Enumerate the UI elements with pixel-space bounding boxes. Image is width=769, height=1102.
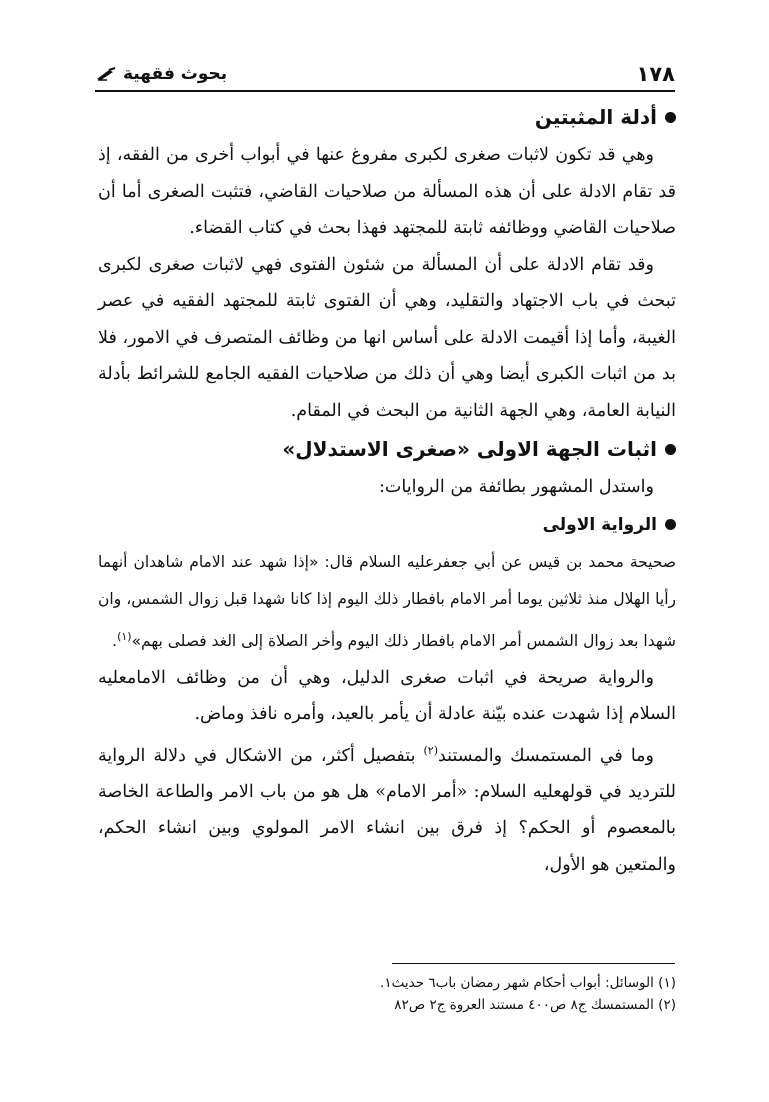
footnote-divider <box>392 963 675 964</box>
section-heading <box>98 506 676 544</box>
footnote: (٢) المستمسك ج٨ ص٤٠٠ مستند العروة ج٢ ص٨٢ <box>394 997 676 1013</box>
header-divider <box>95 90 675 92</box>
heading-text: أدلة المثبتين <box>534 105 657 129</box>
footnote-ref: (١) <box>117 629 132 643</box>
running-title-group <box>95 64 227 84</box>
paragraph: والرواية صريحة في اثبات صغرى الدليل، وهي أن من وظائف الامامعليه السلام إذا شهدت عنده بيّنة عادلة أن يأمر بالعيد، وأمره نافذ وماض. <box>98 667 676 725</box>
footnote: (١) الوسائل: أبواب أحكام شهر رمضان باب٦ حديث١. <box>380 975 676 991</box>
heading-text: الرواية الاولى <box>542 514 657 535</box>
page-number: ١٧٨ <box>636 62 675 86</box>
running-title: بحوث فقهية <box>123 64 228 84</box>
quotation-paragraph: صحيحة محمد بن قيس عن أبي جعفرعليه السلام قال: «إذا شهد عند الامام شاهدان أنهما رأيا الهلال منذ ثلاثين يوما أمر الامام بافطار ذلك اليوم إذا كانا شهدا قبل زوال الشمس، وان شهدا بعد زوال الشمس أمر الامام بافطار ذلك اليوم وأخر الصلاة إلى الغد فصلى بهم»$^{(١)}$. <box>98 552 676 650</box>
footnote-ref: (٢) <box>423 743 438 757</box>
paragraph-text: وما في المستمسك والمستند <box>437 745 654 766</box>
bullet-icon <box>665 519 676 530</box>
pen-icon <box>95 67 117 81</box>
main-text <box>98 97 676 883</box>
heading-text: اثبات الجهة الاولى «صغرى الاستدلال» <box>282 437 657 461</box>
page-header <box>95 60 675 88</box>
footnotes <box>98 972 676 1016</box>
section-heading <box>98 429 676 469</box>
bullet-icon <box>665 444 676 455</box>
paragraph: وقد تقام الادلة على أن المسألة من شئون الفتوى فهي لاثبات صغرى لكبرى تبحث في باب الاجتهاد والتقليد، وهي أن الفتوى ثابتة للمجتهد الفقيه في عصر الغيبة، وأما إذا أقيمت الادلة على أساس انها من وظائف المتصرف في الامور، فلا بد من اثبات الكبرى أيضا وهي أن ذلك من صلاحيات الفقيه الجامع للشرائط بأدلة النيابة العامة، وهي الجهة الثانية من البحث في المقام. <box>98 254 676 421</box>
bullet-icon <box>665 112 676 123</box>
paragraph: واستدل المشهور بطائفة من الروايات: <box>379 477 654 497</box>
quotation-text: صحيحة محمد بن قيس عن أبي جعفرعليه السلام قال: «إذا شهد عند الامام شاهدان أنهما رأيا الهلال منذ ثلاثين يوما أمر الامام بافطار ذلك اليوم إذا كانا شهدا قبل زوال الشمس، وان شهدا بعد زوال الشمس أمر الامام بافطار ذلك اليوم وأخر الصلاة إلى الغد فصلى بهم» <box>98 552 676 650</box>
paragraph <box>98 733 676 884</box>
paragraph-text: بتفصيل أكثر، من الاشكال في دلالة الرواية للترديد في قولهعليه السلام: «أمر الامام» هل هو من باب الامر والطاعة الخاصة بالمعصوم أو الحكم؟ إذ فرق بين انشاء الامر المولوي وبين انشاء الحكم، والمتعين هو الأول، <box>98 745 676 875</box>
paragraph: وهي قد تكون لاثبات صغرى لكبرى مفروغ عنها في أبواب أخرى من الفقه، إذ قد تقام الادلة على أن هذه المسألة من صلاحيات القاضي، فتثبت الصغرى أما أن صلاحيات القاضي ووظائفه ثابتة للمجتهد فهذا بحث في كتاب القضاء. <box>98 145 676 238</box>
section-heading <box>98 97 676 137</box>
